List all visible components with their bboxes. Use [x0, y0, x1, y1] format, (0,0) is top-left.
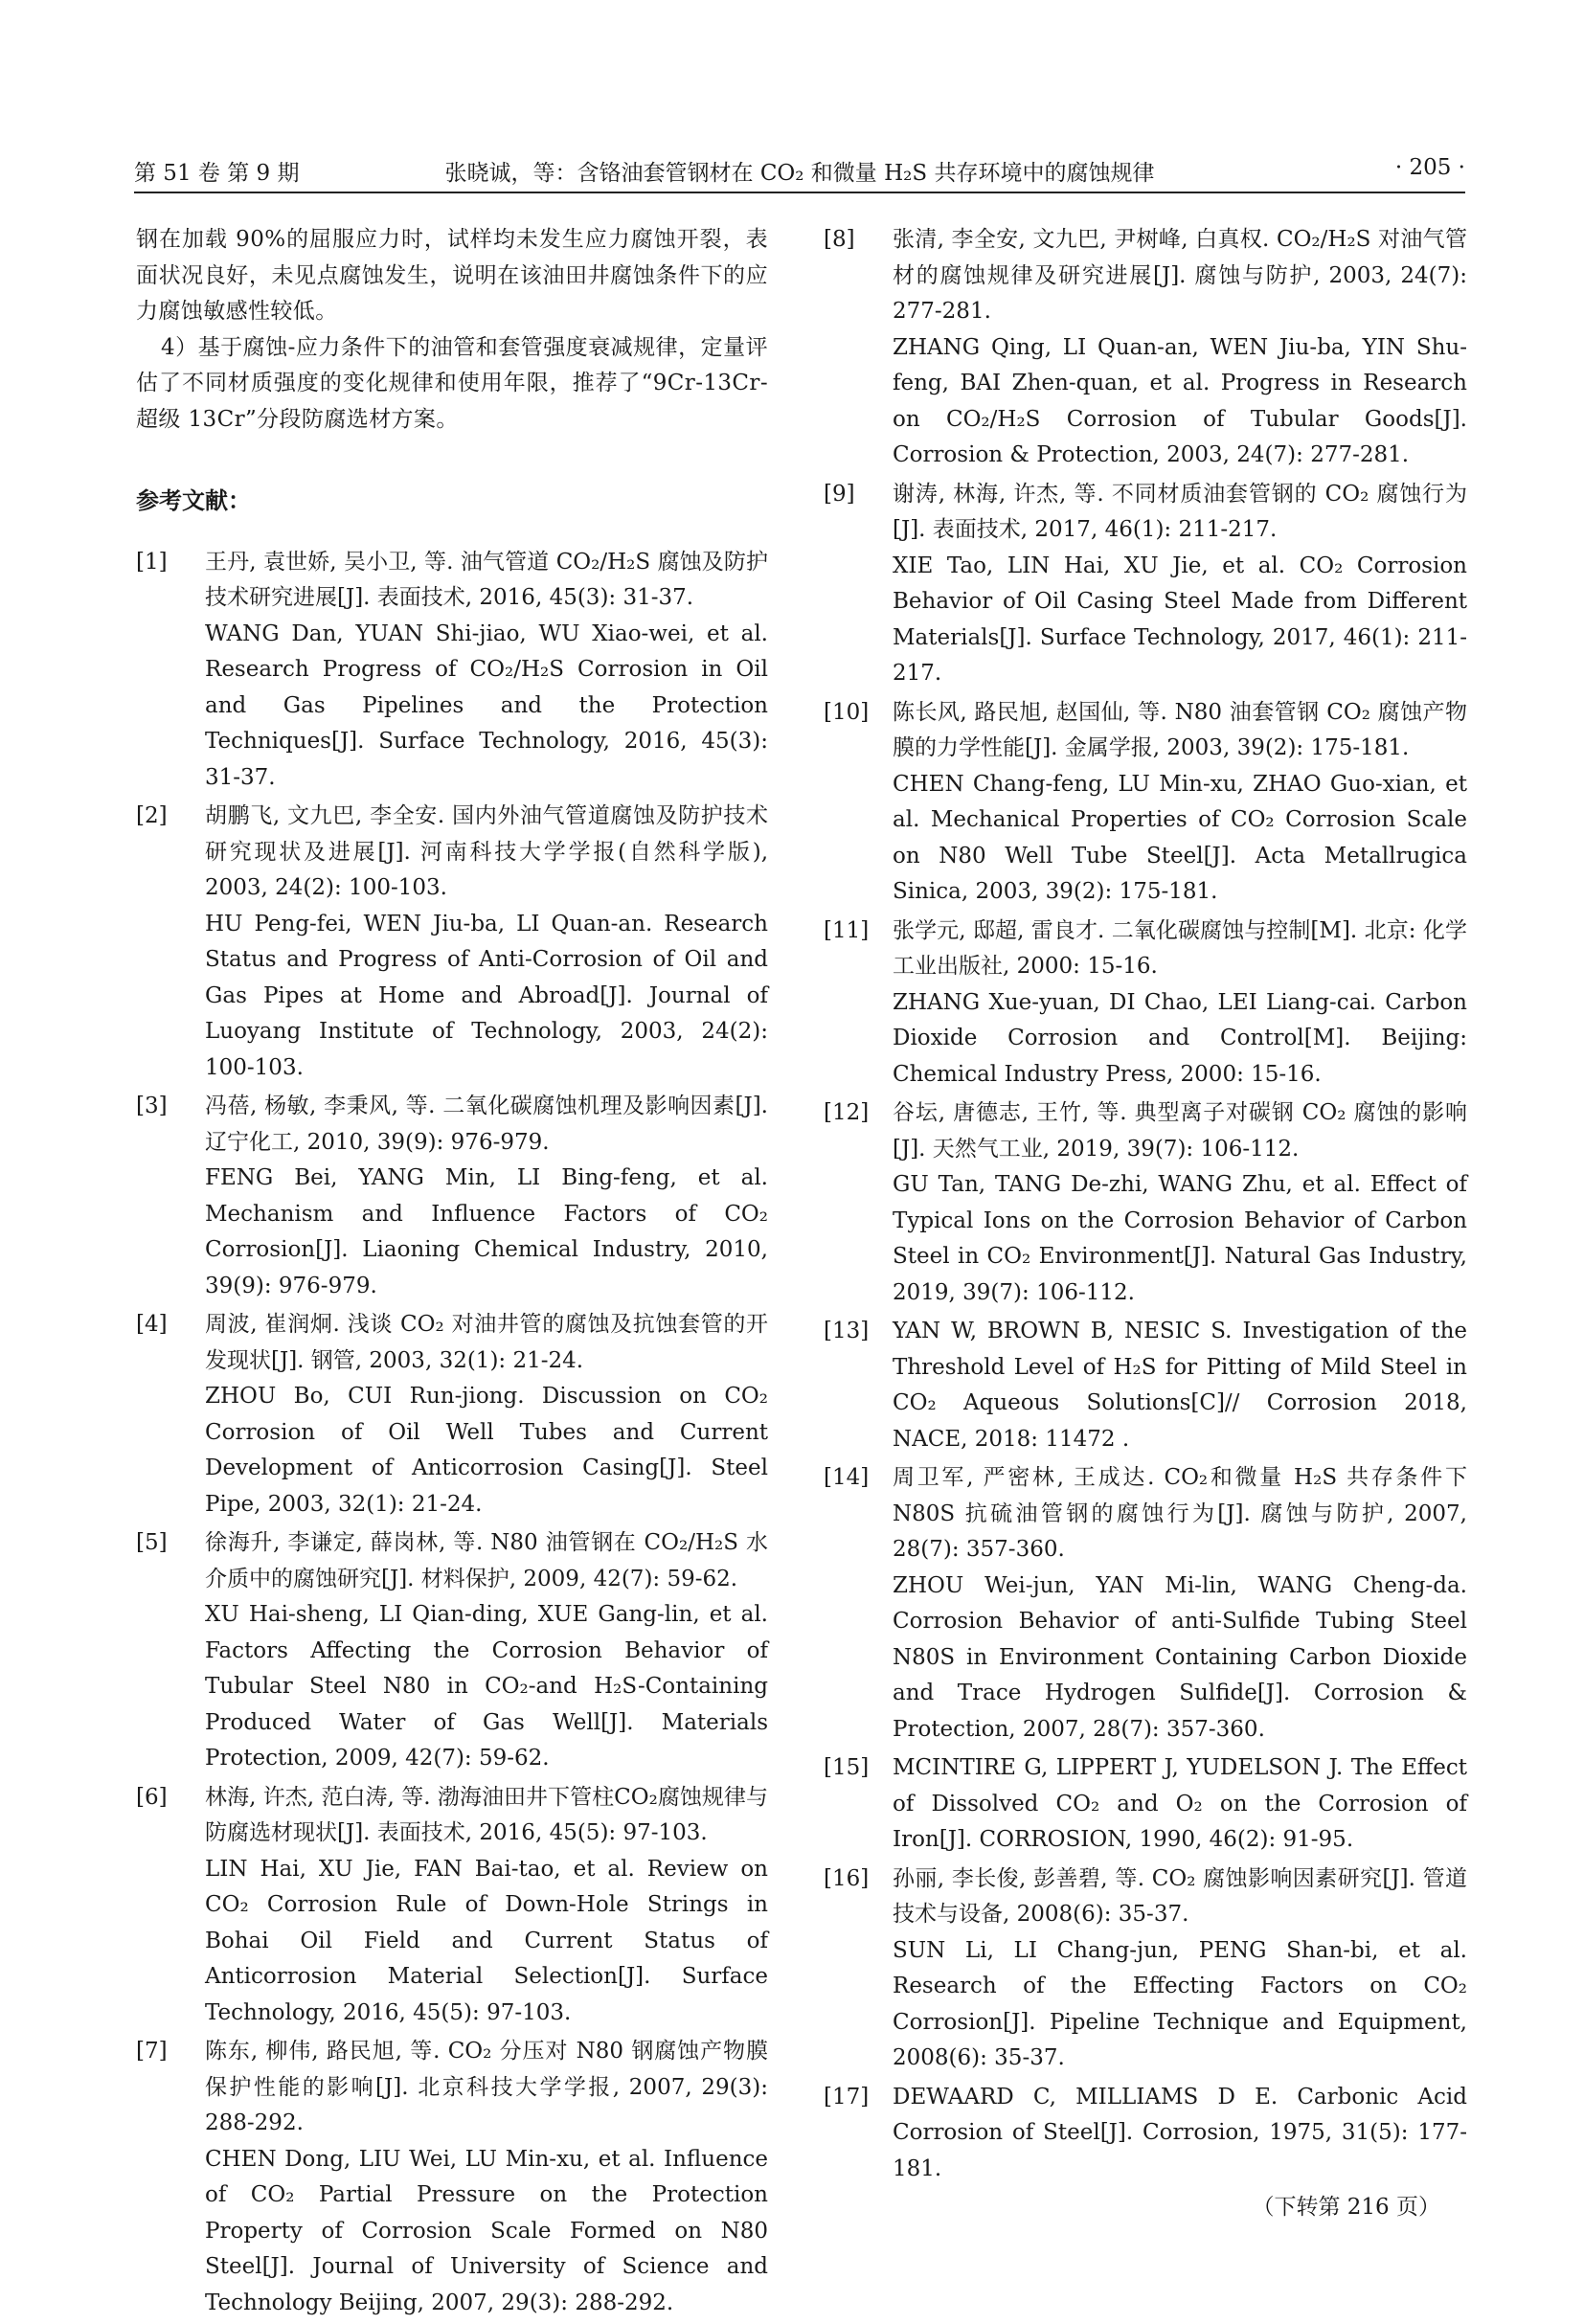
reference-body [893, 1460, 1467, 1748]
reference-body [893, 2080, 1467, 2188]
reference-chinese: 胡鹏飞, 文九巴, 李全安. 国内外油气管道腐蚀及防护技术研究现状及进展[J]. 河南科技大学学报(自然科学版), 2003, 24(2): 100-103. [205, 803, 768, 900]
reference-body [893, 222, 1467, 474]
reference-chinese: 周波, 崔润炯. 浅谈 CO₂ 对油井管的腐蚀及抗蚀套管的开发现状[J]. 钢管, 2003, 32(1): 21-24. [205, 1312, 768, 1373]
running-title: 张晓诚，等：含铬油套管钢材在 CO₂ 和微量 H₂S 共存环境中的腐蚀规律 [444, 161, 1155, 186]
reference-number: [14] [824, 1465, 870, 1490]
reference-english: ZHANG Xue-yuan, DI Chao, LEI Liang-cai. Carbon Dioxide Corrosion and Control[M]. Beijing: Chemical Industry Press, 2000: 15-16. [893, 989, 1467, 1087]
reference-body [893, 914, 1467, 1094]
reference-chinese: 谷坛, 唐德志, 王竹, 等. 典型离子对碳钢 CO₂ 腐蚀的影响[J]. 天然气工业, 2019, 39(7): 106-112. [893, 1100, 1467, 1162]
reference-number: [8] [824, 227, 855, 252]
reference-item [824, 222, 1467, 474]
reference-number: [10] [824, 699, 870, 725]
reference-number: [5] [136, 1530, 168, 1555]
reference-number: [13] [824, 1319, 870, 1343]
reference-item [824, 695, 1467, 911]
reference-body [205, 1307, 768, 1523]
reference-english: LIN Hai, XU Jie, FAN Bai-tao, et al. Review on CO₂ Corrosion Rule of Down-Hole Strings in Bohai Oil Field and Current Status of Anticorrosion Material Selection[J]. Surface Technology, 2016, 45(5): 97-103. [205, 1856, 768, 2025]
reference-item [824, 914, 1467, 1094]
reference-item [824, 1861, 1467, 2077]
reference-chinese: 谢涛, 林海, 许杰, 等. 不同材质油套管钢的 CO₂ 腐蚀行为[J]. 表面技术, 2017, 46(1): 211-217. [893, 481, 1467, 542]
reference-chinese: 冯蓓, 杨敏, 李秉风, 等. 二氧化碳腐蚀机理及影响因素[J]. 辽宁化工, 2010, 39(9): 976-979. [205, 1094, 768, 1155]
reference-english: ZHOU Wei-jun, YAN Mi-lin, WANG Cheng-da. Corrosion Behavior of anti-Sulfide Tubing Steel N80S in Environment Containing Carbon Dioxide and Trace Hydrogen Sulfide[J]. Corrosion & Protection, 2007, 28(7): 357-360. [893, 1572, 1467, 1742]
reference-item [824, 2080, 1467, 2188]
reference-body [893, 1314, 1467, 1457]
reference-chinese: 张学元, 邸超, 雷良才. 二氧化碳腐蚀与控制[M]. 北京: 化学工业出版社, 2000: 15-16. [893, 917, 1467, 979]
reference-chinese: 张清, 李全安, 文九巴, 尹树峰, 白真权. CO₂/H₂S 对油气管材的腐蚀规律及研究进展[J]. 腐蚀与防护, 2003, 24(7): 277-281. [893, 227, 1467, 324]
reference-chinese: 林海, 许杰, 范白涛, 等. 渤海油田井下管柱CO₂腐蚀规律与防腐选材现状[J]. 表面技术, 2016, 45(5): 97-103. [205, 1784, 768, 1845]
reference-body [893, 1861, 1467, 2077]
reference-english: WANG Dan, YUAN Shi-jiao, WU Xiao-wei, et al. Research Progress of CO₂/H₂S Corrosion in Oil and Gas Pipelines and the Protection Techniques[J]. Surface Technology, 2016, 45(3): 31-37. [205, 620, 768, 790]
reference-list-right [824, 222, 1467, 2187]
reference-number: [2] [136, 803, 168, 828]
reference-english: YAN W, BROWN B, NESIC S. Investigation of the Threshold Level of H₂S for Pitting of Mild Steel in CO₂ Aqueous Solutions[C]// Corrosion 2018, NACE, 2018: 11472 . [893, 1319, 1467, 1452]
continued-note: （下转第 216 页） [1252, 2195, 1440, 2220]
reference-item [136, 799, 768, 1086]
reference-english: GU Tan, TANG De-zhi, WANG Zhu, et al. Effect of Typical Ions on the Corrosion Behavior of Carbon Steel in CO₂ Environment[J]. Natural Gas Industry, 2019, 39(7): 106-112. [893, 1172, 1467, 1305]
reference-item [824, 1314, 1467, 1457]
reference-body [205, 1089, 768, 1304]
reference-english: CHEN Dong, LIU Wei, LU Min-xu, et al. Influence of CO₂ Partial Pressure on the Protection Property of Corrosion Scale Formed on N80 Steel[J]. Journal of University of Science and Technology Beijing, 2007, 29(3): 288-292. [205, 2146, 768, 2315]
reference-number: [6] [136, 1784, 168, 1810]
reference-english: XU Hai-sheng, LI Qian-ding, XUE Gang-lin, et al. Factors Affecting the Corrosion Behavior of Tubular Steel N80 in CO₂-and H₂S-Containing Produced Water of Gas Well[J]. Materials Protection, 2009, 42(7): 59-62. [205, 1602, 768, 1771]
reference-item [136, 1089, 768, 1304]
reference-item [136, 1307, 768, 1523]
reference-body [205, 545, 768, 797]
reference-chinese: 王丹, 袁世娇, 吴小卫, 等. 油气管道 CO₂/H₂S 腐蚀及防护技术研究进展[J]. 表面技术, 2016, 45(3): 31-37. [205, 549, 768, 610]
reference-body [893, 1750, 1467, 1859]
reference-number: [4] [136, 1312, 168, 1337]
reference-body [893, 1095, 1467, 1311]
reference-english: HU Peng-fei, WEN Jiu-ba, LI Quan-an. Research Status and Progress of Anti-Corrosion of Oil and Gas Pipes at Home and Abroad[J]. Journal of Luoyang Institute of Technology, 2003, 24(2): 100-103. [205, 911, 768, 1080]
reference-number: [1] [136, 549, 168, 575]
reference-item [136, 1780, 768, 2032]
reference-chinese: 陈长风, 路民旭, 赵国仙, 等. N80 油套管钢 CO₂ 腐蚀产物膜的力学性能[J]. 金属学报, 2003, 39(2): 175-181. [893, 699, 1467, 760]
reference-english: SUN Li, LI Chang-jun, PENG Shan-bi, et al. Research of the Effecting Factors on CO₂ Corrosion[J]. Pipeline Technique and Equipment, 2008(6): 35-37. [893, 1937, 1467, 2070]
reference-list-left [136, 545, 768, 2322]
reference-item [136, 545, 768, 797]
reference-chinese: 徐海升, 李谦定, 薛岗林, 等. N80 油管钢在 CO₂/H₂S 水介质中的腐蚀研究[J]. 材料保护, 2009, 42(7): 59-62. [205, 1530, 768, 1591]
reference-english: CHEN Chang-feng, LU Min-xu, ZHAO Guo-xian, et al. Mechanical Properties of CO₂ Corrosion Scale on N80 Well Tube Steel[J]. Acta Metallrugica Sinica, 2003, 39(2): 175-181. [893, 771, 1467, 904]
reference-item [824, 1750, 1467, 1859]
running-header [134, 153, 1465, 193]
reference-body [205, 1780, 768, 2032]
reference-chinese: 孙丽, 李长俊, 彭善碧, 等. CO₂ 腐蚀影响因素研究[J]. 管道技术与设备, 2008(6): 35-37. [893, 1865, 1467, 1927]
reference-number: [11] [824, 917, 870, 943]
reference-chinese: 陈东, 柳伟, 路民旭, 等. CO₂ 分压对 N80 钢腐蚀产物膜保护性能的影响[J]. 北京科技大学学报, 2007, 29(3): 288-292. [205, 2039, 768, 2135]
reference-number: [12] [824, 1100, 870, 1125]
reference-body [205, 2034, 768, 2321]
reference-english: XIE Tao, LIN Hai, XU Jie, et al. CO₂ Corrosion Behavior of Oil Casing Steel Made from Different Materials[J]. Surface Technology, 2017, 46(1): 211-217. [893, 553, 1467, 686]
reference-english: DEWAARD C, MILLIAMS D E. Carbonic Acid Corrosion of Steel[J]. Corrosion, 1975, 31(5): 177-181. [893, 2084, 1467, 2181]
reference-english: MCINTIRE G, LIPPERT J, YUDELSON J. The Effect of Dissolved CO₂ and O₂ on the Corrosion of Iron[J]. CORROSION, 1990, 46(2): 91-95. [893, 1755, 1467, 1852]
body-paragraph: 钢在加载 90%的屈服应力时，试样均未发生应力腐蚀开裂，表面状况良好，未见点腐蚀发生，说明在该油田井腐蚀条件下的应力腐蚀敏感性较低。 [136, 227, 768, 324]
reference-number: [17] [824, 2084, 870, 2110]
reference-number: [16] [824, 1865, 870, 1891]
reference-number: [15] [824, 1755, 870, 1780]
reference-chinese: 周卫军, 严密林, 王成达. CO₂和微量 H₂S 共存条件下 N80S 抗硫油管钢的腐蚀行为[J]. 腐蚀与防护, 2007, 28(7): 357-360. [893, 1465, 1467, 1562]
reference-body [205, 1525, 768, 1777]
right-column [824, 222, 1467, 2226]
reference-english: ZHOU Bo, CUI Run-jiong. Discussion on CO₂ Corrosion of Oil Well Tubes and Current Development of Anticorrosion Casing[J]. Steel Pipe, 2003, 32(1): 21-24. [205, 1384, 768, 1517]
reference-item [824, 1095, 1467, 1311]
reference-english: ZHANG Qing, LI Quan-an, WEN Jiu-ba, YIN Shu-feng, BAI Zhen-quan, et al. Progress in Research on CO₂/H₂S Corrosion of Tubular Goods[J]. Corrosion & Protection, 2003, 24(7): 277-281. [893, 334, 1467, 467]
reference-number: [9] [824, 481, 855, 507]
body-paragraph: 4）基于腐蚀-应力条件下的油管和套管强度衰减规律，定量评估了不同材质强度的变化规律和使用年限，推荐了“9Cr-13Cr-超级 13Cr”分段防腐选材方案。 [136, 334, 768, 432]
reference-item [136, 2034, 768, 2321]
reference-item [824, 1460, 1467, 1748]
reference-body [205, 799, 768, 1086]
reference-body [893, 477, 1467, 692]
left-column [136, 222, 768, 2324]
reference-body [893, 695, 1467, 911]
references-heading: 参考文献： [136, 487, 251, 514]
reference-item [136, 1525, 768, 1777]
reference-number: [3] [136, 1094, 168, 1118]
reference-number: [7] [136, 2039, 168, 2064]
page-number: · 205 · [1394, 155, 1465, 180]
reference-item [824, 477, 1467, 692]
volume-issue: 第 51 卷 第 9 期 [134, 161, 300, 186]
reference-english: FENG Bei, YANG Min, LI Bing-feng, et al. Mechanism and Influence Factors of CO₂ Corrosion[J]. Liaoning Chemical Industry, 2010, 39(9): 976-979. [205, 1165, 768, 1298]
